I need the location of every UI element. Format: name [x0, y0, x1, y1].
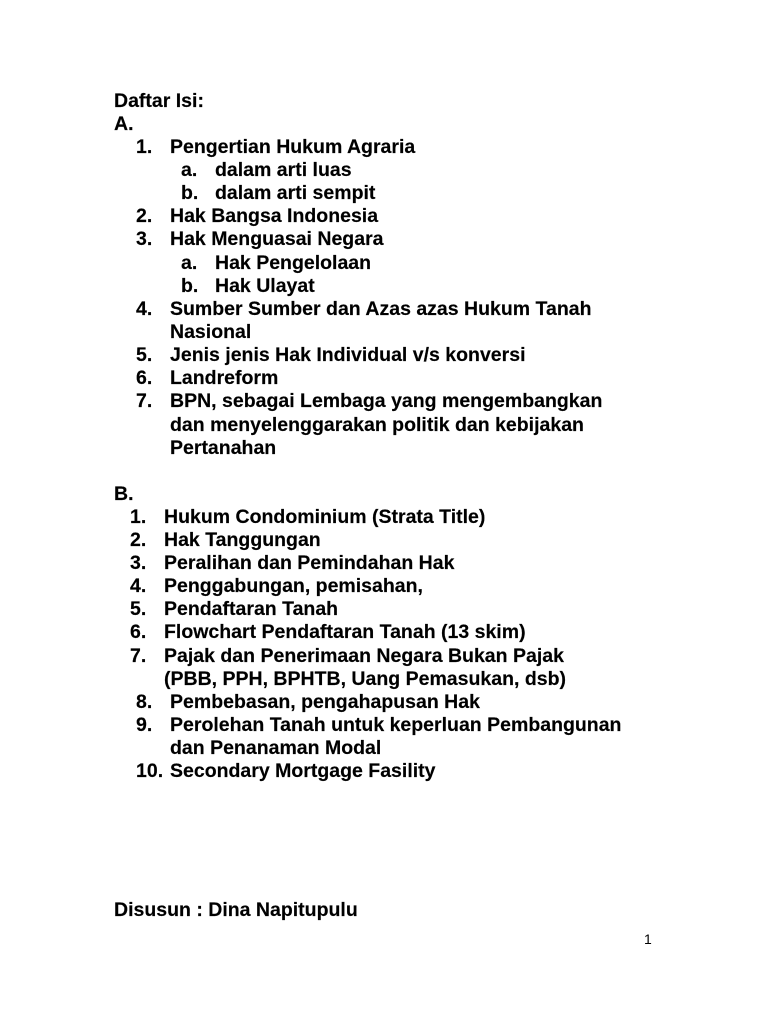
item-number: 2. — [136, 205, 153, 227]
item-letter: b. — [181, 275, 199, 297]
item-number: 3. — [136, 228, 153, 250]
item-number: 3. — [130, 552, 147, 574]
item-text: Pembebasan, pengahapusan Hak — [170, 691, 480, 713]
item-text: dalam arti sempit — [215, 182, 376, 204]
item-text: Pajak dan Penerimaan Negara Bukan Pajak — [164, 645, 564, 667]
item-text: BPN, sebagai Lembaga yang mengembangkan — [170, 390, 603, 412]
item-text: Hak Bangsa Indonesia — [170, 205, 379, 227]
item-text: Secondary Mortgage Fasility — [170, 760, 436, 782]
item-text: Hukum Condominium (Strata Title) — [164, 506, 486, 528]
item-text: dalam arti luas — [215, 159, 352, 181]
item-number: 4. — [130, 575, 147, 597]
item-text: Pendaftaran Tanah — [164, 598, 339, 620]
item-number: 7. — [130, 645, 147, 667]
author-line: Disusun : Dina Napitupulu — [114, 899, 358, 921]
item-letter: a. — [181, 159, 198, 181]
item-continuation: Nasional — [170, 321, 252, 343]
item-number: 1. — [130, 506, 147, 528]
item-number: 8. — [136, 691, 153, 713]
section-b-heading: B. — [114, 483, 134, 505]
toc-title: Daftar Isi: — [114, 90, 204, 112]
item-number: 1. — [136, 136, 153, 158]
item-number: 5. — [136, 344, 153, 366]
page-number: 1 — [644, 931, 652, 947]
item-number: 7. — [136, 390, 153, 412]
item-text: Hak Menguasai Negara — [170, 228, 384, 250]
item-text: Penggabungan, pemisahan, — [164, 575, 423, 597]
item-text: Peralihan dan Pemindahan Hak — [164, 552, 455, 574]
item-number: 10. — [136, 760, 164, 782]
item-number: 9. — [136, 714, 153, 736]
item-text: Hak Ulayat — [215, 275, 315, 297]
item-text: Pengertian Hukum Agraria — [170, 136, 416, 158]
item-letter: b. — [181, 182, 199, 204]
section-a-heading: A. — [114, 113, 134, 135]
item-text: Flowchart Pendaftaran Tanah (13 skim) — [164, 621, 526, 643]
item-number: 6. — [136, 367, 153, 389]
item-text: Jenis jenis Hak Individual v/s konversi — [170, 344, 526, 366]
item-continuation: dan menyelenggarakan politik dan kebijakan — [170, 414, 584, 436]
item-text: Hak Pengelolaan — [215, 252, 372, 274]
item-text: Sumber Sumber dan Azas azas Hukum Tanah — [170, 298, 592, 320]
item-number: 2. — [130, 529, 147, 551]
item-text: Hak Tanggungan — [164, 529, 321, 551]
item-number: 5. — [130, 598, 147, 620]
item-text: Perolehan Tanah untuk keperluan Pembangunan — [170, 714, 622, 736]
item-continuation: Pertanahan — [170, 437, 277, 459]
item-text: Landreform — [170, 367, 279, 389]
item-continuation: dan Penanaman Modal — [170, 737, 382, 759]
item-number: 6. — [130, 621, 147, 643]
item-continuation: (PBB, PPH, BPHTB, Uang Pemasukan, dsb) — [164, 668, 566, 690]
item-letter: a. — [181, 252, 198, 274]
item-number: 4. — [136, 298, 153, 320]
